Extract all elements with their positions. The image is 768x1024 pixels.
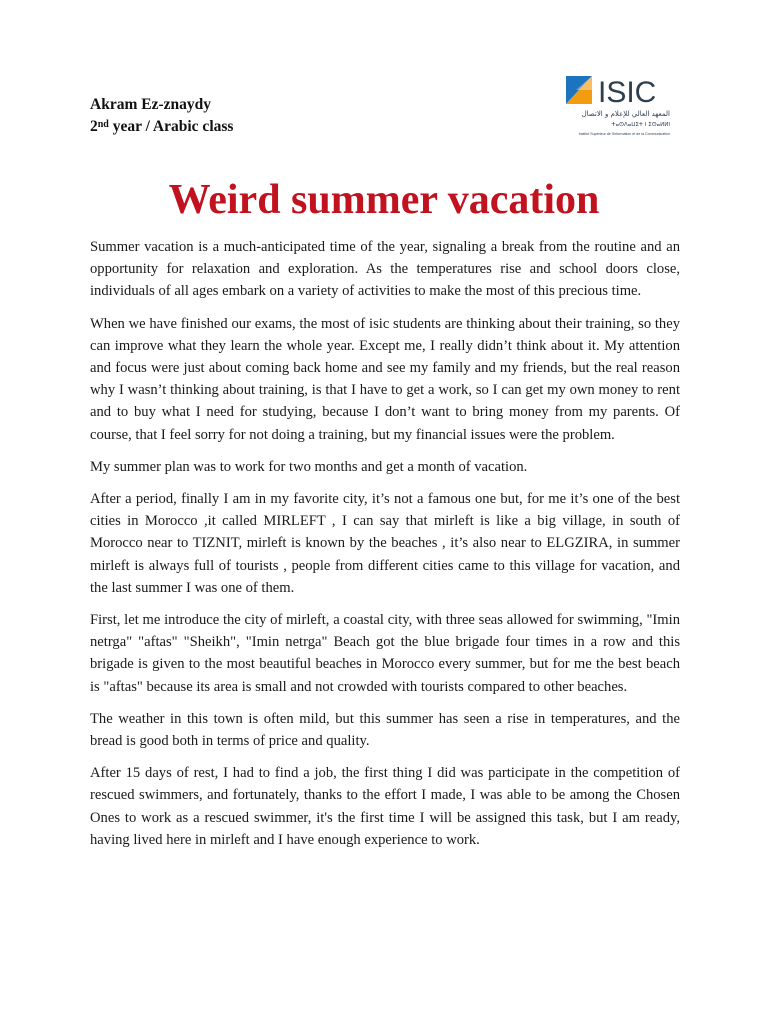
logo-french-line: Institut Supérieur de l'Information et de la Communication — [578, 132, 670, 136]
document-body — [90, 236, 680, 861]
class-info — [90, 116, 233, 138]
paragraph: First, let me introduce the city of mirleft, a coastal city, with three seas allowed for swimming, "Imin netrga" "aftas" "Sheikh", "Imin netrga" Beach got the blue brigade four times in a row and this brigade is given to the most beautiful beaches in Morocco every summer, but for me the best beach is "aftas" because its area is small and not crowded with tourists compared to other beaches. — [90, 612, 680, 695]
author-block — [90, 94, 233, 138]
isic-emblem-icon — [566, 76, 592, 104]
logo-arabic-line: المعهد العالي للإعلام و الاتصال — [581, 110, 670, 118]
logo-tifinagh-line: ⵜⴰⵙⴷⴰⵡⵉⵜ ⵏ ⵉⵙⴰⵍⵍⵏ — [611, 122, 670, 128]
year-rest: year / Arabic class — [108, 118, 234, 135]
paragraph: After a period, finally I am in my favorite city, it’s not a famous one but, for me it’s one of the best cities in Morocco ,it called MIRLEFT , I can say that mirleft is like a big village, in south of Morocco near to TIZNIT, mirleft is known by the beaches , it’s also near to ELGZIRA, in summer mirleft is always full of tourists , people from different cities came to this village for vacation, and the last summer I was one of them. — [90, 491, 680, 596]
isic-logo — [562, 70, 674, 140]
paragraph: The weather in this town is often mild, but this summer has seen a rise in temperatures, and the bread is good both in terms of price and quality. — [90, 710, 680, 750]
paragraph: Summer vacation is a much-anticipated time of the year, signaling a break from the routine and an opportunity for relaxation and exploration. As the temperatures rise and school doors close, individuals of all ages embark on a variety of activities to make the most of this precious time. — [90, 239, 680, 300]
paragraph: When we have finished our exams, the most of isic students are thinking about their training, so they can improve what they learn the whole year. Except me, I really didn’t think about it. My attention and focus were just about coming back home and see my family and my friends, but the real reason why I wasn’t thinking about training, is that I have to get a work, so I can get my own money to rent and to buy what I need for studying, because I don’t want to bring money from my parents. Of course, that I feel sorry for not doing a training, but my financial issues were the problem. — [90, 315, 680, 443]
year-number: 2 — [90, 118, 98, 135]
document-title: Weird summer vacation — [168, 177, 600, 223]
paragraph: My summer plan was to work for two months and get a month of vacation. — [90, 458, 528, 475]
year-suffix: nd — [97, 119, 109, 130]
author-name: Akram Ez-znaydy — [90, 96, 211, 113]
logo-text: ISIC — [598, 76, 657, 109]
paragraph: After 15 days of rest, I had to find a job, the first thing I did was participate in the competition of rescued swimmers, and fortunately, thanks to the effort I made, I was able to be among the Chosen Ones to work as a rescued swimmer, it's the first time I will be assigned this task, but I am ready, having lived here in mirleft and I have enough experience to work. — [90, 765, 680, 848]
